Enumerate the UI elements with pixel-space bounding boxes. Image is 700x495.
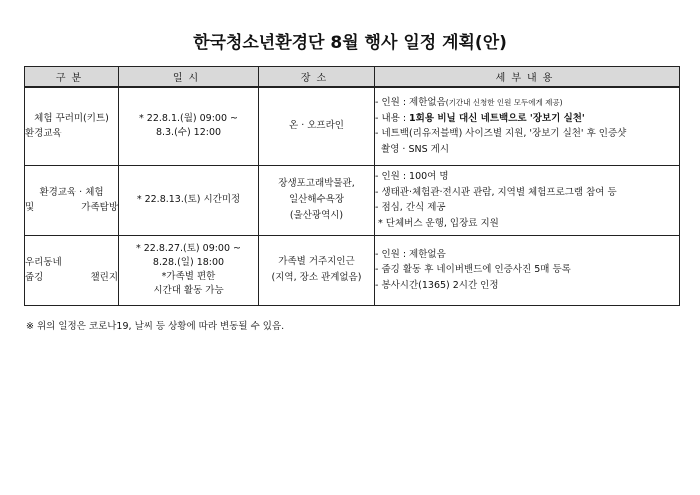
date-line: * 22.8.1.(월) 09:00 ~ bbox=[139, 113, 238, 125]
header-category: 구분 bbox=[25, 67, 119, 88]
date-line: 8.28.(일) 18:00 bbox=[152, 257, 225, 268]
detail-line: - 줍깅 활동 후 네이버밴드에 인증사진 5매 등록 bbox=[375, 264, 571, 276]
place-cell bbox=[259, 235, 375, 305]
place-line: 장생포고래박물관, bbox=[278, 178, 355, 189]
category-line: 및 가족탐방 bbox=[25, 202, 118, 213]
category-cell bbox=[25, 87, 119, 165]
place-line: 일산해수욕장 bbox=[288, 194, 345, 205]
details-cell bbox=[375, 235, 680, 305]
detail-line: - 인원 : 제한없음 bbox=[375, 248, 446, 260]
date-line: *가족별 편한 bbox=[161, 271, 216, 282]
detail-line: - 내용 : 1회용 비닐 대신 네트백으로 '장보기 실천' bbox=[375, 112, 585, 124]
detail-line: - 인원 : 제한없음(기간내 신청한 인원 모두에게 제공) bbox=[375, 97, 563, 109]
table-header-row bbox=[25, 67, 680, 88]
footnote: ※ 위의 일정은 코로나19, 날씨 등 상황에 따라 변동될 수 있음. bbox=[26, 321, 285, 332]
place-line: (울산광역시) bbox=[289, 210, 344, 221]
detail-line: - 점심, 간식 제공 bbox=[375, 202, 446, 213]
datetime-cell bbox=[119, 165, 259, 235]
category-cell bbox=[25, 235, 119, 305]
category-line: 환경교육 bbox=[25, 128, 62, 140]
place-line: 가족별 거주지인근 bbox=[278, 256, 355, 267]
date-line: * 22.8.13.(토) 시간미정 bbox=[136, 194, 241, 205]
category-line: 체험 꾸러미(키트) bbox=[34, 113, 109, 125]
details-cell bbox=[375, 87, 680, 165]
table-row bbox=[25, 235, 680, 305]
header-details: 세부내용 bbox=[375, 67, 680, 88]
date-line: 8.3.(수) 12:00 bbox=[155, 127, 222, 139]
detail-line: - 생태관·체험관·전시관 관람, 지역별 체험프로그램 참여 등 bbox=[375, 186, 617, 198]
category-line: 줍깅 챌린지 bbox=[25, 272, 118, 283]
place-line: (지역, 장소 관계없음) bbox=[271, 272, 362, 283]
detail-line: - 봉사시간(1365) 2시간 인정 bbox=[375, 279, 499, 291]
header-datetime: 일시 bbox=[119, 67, 259, 88]
document-title: 한국청소년환경단 8월 행사 일정 계획(안) bbox=[193, 33, 507, 53]
place-cell bbox=[259, 165, 375, 235]
date-line: 시간대 활동 가능 bbox=[153, 285, 224, 296]
detail-line: 촬영 · SNS 게시 bbox=[375, 143, 449, 155]
detail-line: - 인원 : 100여 명 bbox=[375, 171, 449, 182]
table-row bbox=[25, 165, 680, 235]
place-cell bbox=[259, 87, 375, 165]
date-line: * 22.8.27.(토) 09:00 ~ bbox=[135, 243, 242, 254]
detail-line: - 네트백(리유저블백) 사이즈별 지원, '장보기 실천' 후 인증샷 bbox=[375, 128, 627, 140]
category-cell bbox=[25, 165, 119, 235]
detail-line: * 단체버스 운행, 입장료 지원 bbox=[375, 217, 499, 229]
details-cell bbox=[375, 165, 680, 235]
category-line: 우리동네 bbox=[25, 257, 62, 268]
table-row bbox=[25, 87, 680, 165]
event-schedule-table bbox=[24, 66, 680, 306]
datetime-cell bbox=[119, 87, 259, 165]
place-line: 온 · 오프라인 bbox=[289, 120, 344, 132]
header-place: 장소 bbox=[259, 67, 375, 88]
datetime-cell bbox=[119, 235, 259, 305]
category-line: 환경교육 · 체험 bbox=[39, 187, 104, 198]
